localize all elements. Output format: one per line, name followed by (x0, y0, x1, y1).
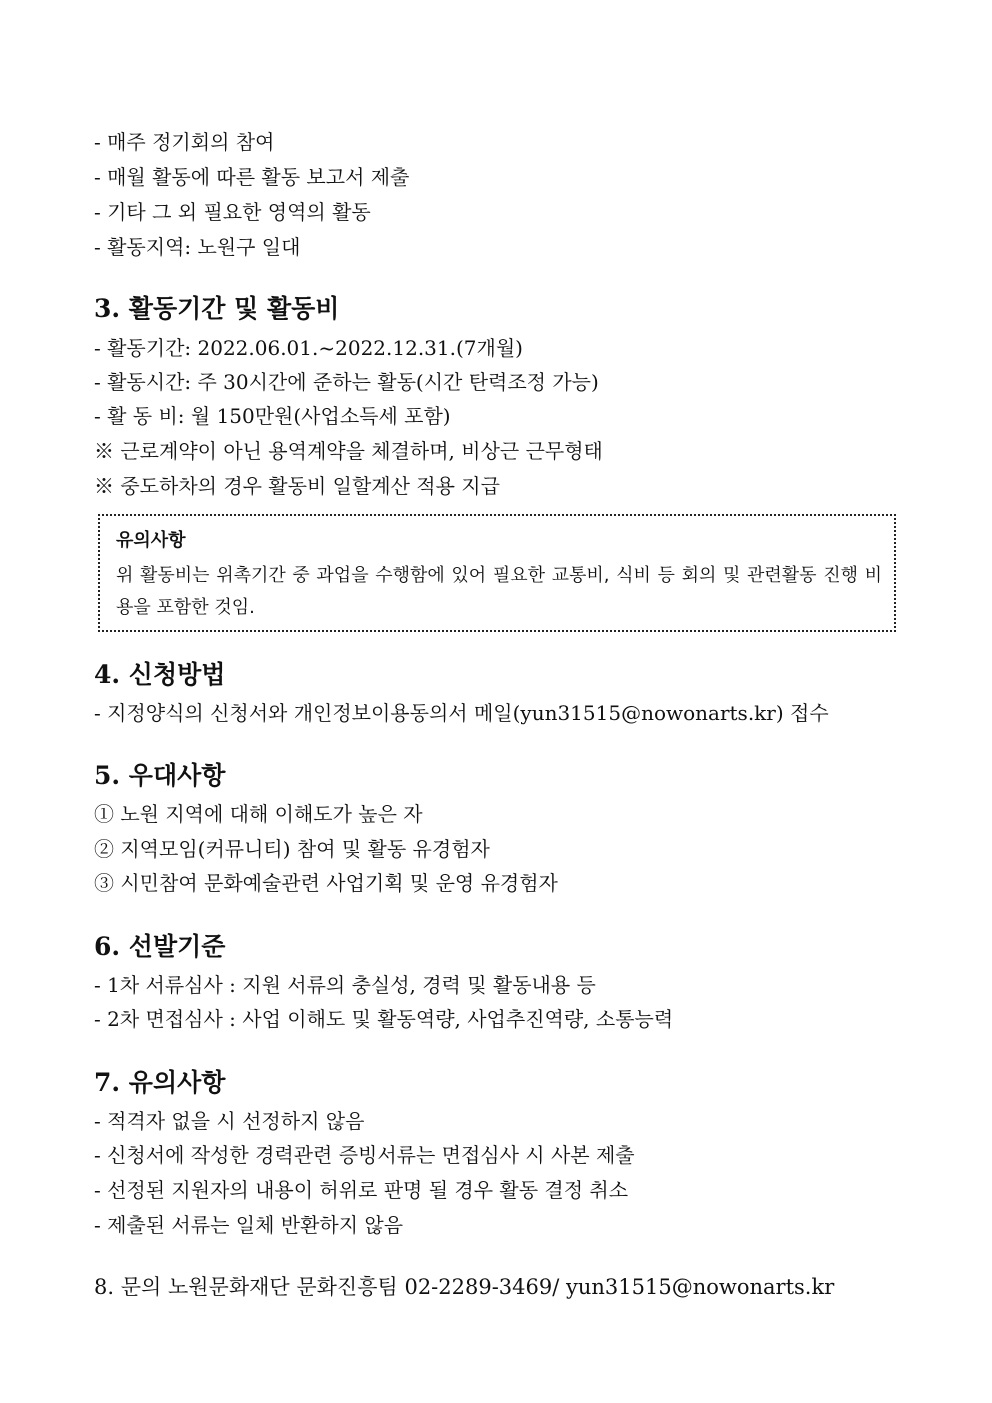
list-item: - 적격자 없을 시 선정하지 않음 (94, 1109, 365, 1133)
list-item: ② 지역모임(커뮤니티) 참여 및 활동 유경험자 (94, 837, 490, 861)
list-item: - 기타 그 외 필요한 영역의 활동 (94, 200, 371, 224)
list-item: - 제출된 서류는 일체 반환하지 않음 (94, 1213, 404, 1237)
notice-body: 위 활동비는 위촉기간 중 과업을 수행함에 있어 필요한 교통비, 식비 등 회의 및 관련활동 진행 비용을 포함한 것임. (116, 565, 882, 618)
notice-title: 유의사항 (116, 530, 186, 551)
list-item: - 지정양식의 신청서와 개인정보이용동의서 메일(yun31515@nowonarts.kr) 접수 (94, 701, 829, 725)
contact-line: 8. 문의 노원문화재단 문화진흥팀 02-2289-3469/ yun31515@nowonarts.kr (94, 1275, 835, 1299)
list-item: - 활동기간: 2022.06.01.~2022.12.31.(7개월) (94, 336, 523, 360)
list-item: ③ 시민참여 문화예술관련 사업기획 및 운영 유경험자 (94, 871, 558, 895)
list-item: - 2차 면접심사 : 사업 이해도 및 활동역량, 사업추진역량, 소통능력 (94, 1007, 674, 1031)
list-item: ※ 근로계약이 아닌 용역계약을 체결하며, 비상근 근무형태 (94, 439, 603, 463)
notice-box (98, 514, 896, 632)
list-item: - 활 동 비: 월 150만원(사업소득세 포함) (94, 404, 451, 428)
section-heading-preferences: 5. 우대사항 (94, 761, 226, 790)
list-item: - 선정된 지원자의 내용이 허위로 판명 될 경우 활동 결정 취소 (94, 1178, 629, 1202)
section-heading-activity-period: 3. 활동기간 및 활동비 (94, 294, 340, 323)
list-item: ※ 중도하차의 경우 활동비 일할계산 적용 지급 (94, 474, 500, 498)
section-heading-notes: 7. 유의사항 (94, 1068, 226, 1097)
section-heading-selection-criteria: 6. 선발기준 (94, 932, 226, 961)
list-item: - 활동지역: 노원구 일대 (94, 235, 301, 259)
list-item: - 1차 서류심사 : 지원 서류의 충실성, 경력 및 활동내용 등 (94, 973, 596, 997)
list-item: - 매주 정기회의 참여 (94, 130, 275, 154)
section-heading-application-method: 4. 신청방법 (94, 660, 226, 689)
list-item: - 신청서에 작성한 경력관련 증빙서류는 면접심사 시 사본 제출 (94, 1143, 635, 1167)
list-item: - 활동시간: 주 30시간에 준하는 활동(시간 탄력조정 가능) (94, 370, 599, 394)
list-item: ① 노원 지역에 대해 이해도가 높은 자 (94, 802, 423, 826)
list-item: - 매월 활동에 따른 활동 보고서 제출 (94, 165, 410, 189)
